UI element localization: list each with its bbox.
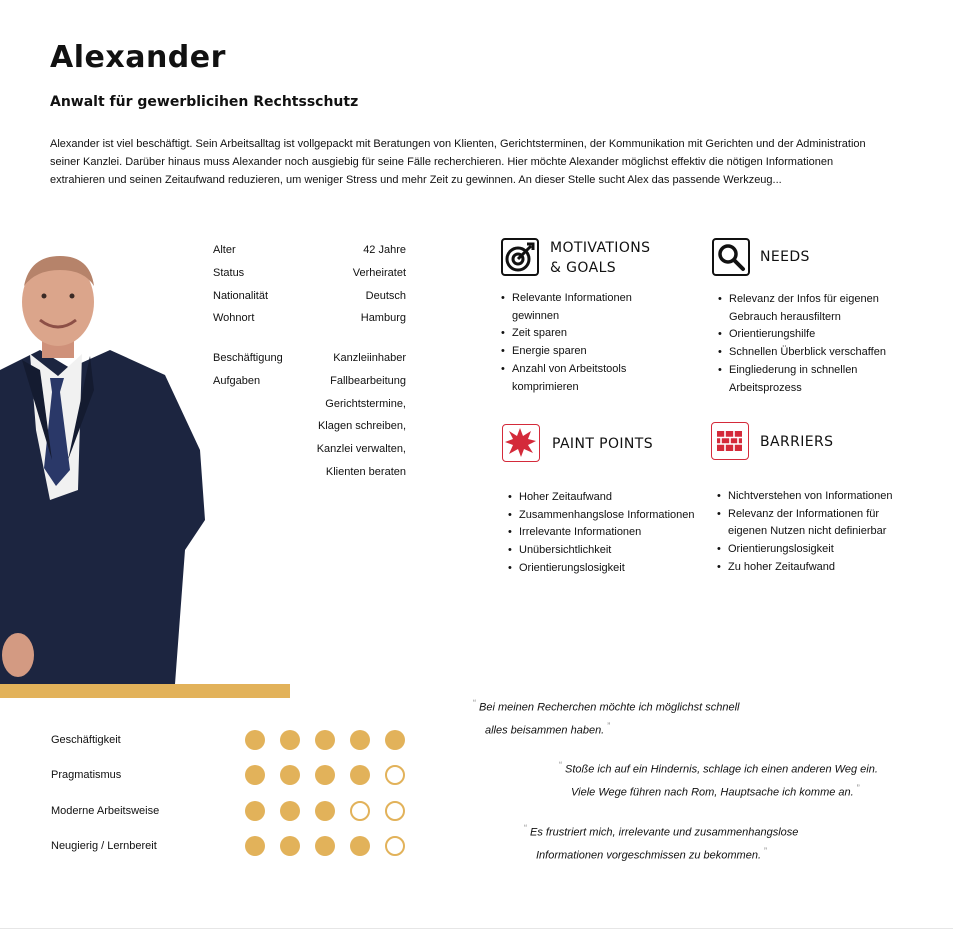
rating-dot-filled xyxy=(315,836,335,856)
list-item: komprimieren xyxy=(512,380,579,393)
trait-label: Pragmatismus xyxy=(51,769,122,781)
list-item: • Orientierungshilfe xyxy=(718,326,928,344)
close-quote-icon: ” xyxy=(607,720,611,731)
rating-dot-filled xyxy=(315,730,335,750)
info-value: Klagen schreiben, xyxy=(317,420,406,432)
rating-dot-filled xyxy=(245,765,265,785)
info-value: Klienten beraten xyxy=(325,466,406,478)
rating-dot-empty xyxy=(385,765,405,785)
rating-dot-filled xyxy=(350,765,370,785)
brick-wall-icon xyxy=(711,422,749,460)
rating-dot-filled xyxy=(280,836,300,856)
open-quote-icon: “ xyxy=(559,760,562,770)
trait-rating xyxy=(245,801,405,821)
info-value: Gerichtstermine, xyxy=(325,398,406,410)
rating-dot-empty xyxy=(385,801,405,821)
persona-name: Alexander xyxy=(50,40,226,75)
info-label: Nationalität xyxy=(213,290,269,302)
list-item: Arbeitsprozess xyxy=(729,381,802,394)
rating-dot-filled xyxy=(385,730,405,750)
rating-dot-filled xyxy=(245,836,265,856)
persona-subtitle: Anwalt für gewerblicihen Rechtsschutz xyxy=(50,94,359,110)
trait-label: Neugierig / Lernbereit xyxy=(51,840,157,852)
trait-label: Geschäftigkeit xyxy=(51,734,121,746)
info-label: Beschäftigung xyxy=(213,352,283,364)
close-quote-icon: ” xyxy=(856,782,860,793)
rating-dot-filled xyxy=(280,730,300,750)
barriers-list xyxy=(717,488,942,577)
list-item: • Unübersichtlichkeit xyxy=(508,542,718,560)
rating-dot-empty xyxy=(350,801,370,821)
burst-icon xyxy=(502,424,540,462)
info-value: Fallbearbeitung xyxy=(330,375,406,387)
list-item: • Hoher Zeitaufwand xyxy=(508,489,718,507)
list-item: • Nichtverstehen von Informationen xyxy=(717,488,942,506)
info-value: Deutsch xyxy=(365,290,406,302)
divider xyxy=(0,928,953,929)
quote: “ Es frustriert mich, irrelevante und zusammenhangslose Informationen vorgeschmissen zu bekommen. ” xyxy=(524,823,799,862)
list-item: • Relevanz der Infos für eigenen xyxy=(718,291,928,309)
open-quote-icon: “ xyxy=(473,698,476,708)
rating-dot-filled xyxy=(245,801,265,821)
quote: “ Bei meinen Recherchen möchte ich möglichst schnell alles beisammen haben. ” xyxy=(473,698,740,737)
list-item: • Orientierungslosigkeit xyxy=(508,560,718,578)
list-item: • Energie sparen xyxy=(501,343,686,361)
info-value: Verheiratet xyxy=(352,267,406,279)
rating-dot-empty xyxy=(385,836,405,856)
info-label: Aufgaben xyxy=(213,375,261,387)
info-label: Alter xyxy=(213,244,236,256)
target-arrow-icon xyxy=(501,238,539,276)
persona-intro: Alexander ist viel beschäftigt. Sein Arbeitsalltag ist vollgepackt mit Beratungen von Klienten, Gerichtsterminen, der Kommunikation mit Gerichten und der Administration seiner Kanzlei. Darüber hinaus muss Alexander noch ausgiebig für seine Fälle recherchieren. Hier möchte Alexander möglichst effektiv die nötigen Informationen extrahieren und seinen Zeitaufwand reduzieren, um weniger Stress und mehr Zeit zu gewinnen. An dieser Stelle sucht Alex das passende Werkzeug... xyxy=(50,138,866,186)
list-item: • Zeit sparen xyxy=(501,325,686,343)
list-item: • Zusammenhangslose Informationen xyxy=(508,507,718,525)
motivations-list xyxy=(501,290,686,396)
info-value: 42 Jahre xyxy=(363,244,406,256)
pain-points-title: PAINT POINTS xyxy=(552,436,654,452)
motivations-title: MOTIVATIONS & GOALS xyxy=(550,240,651,276)
magnifier-icon xyxy=(712,238,750,276)
rating-dot-filled xyxy=(350,730,370,750)
rating-dot-filled xyxy=(280,765,300,785)
quote: “ Stoße ich auf ein Hindernis, schlage ich einen anderen Weg ein. Viele Wege führen nach Rom, Hauptsache ich komme an. ” xyxy=(559,760,878,799)
close-quote-icon: ” xyxy=(764,845,767,856)
persona-photo xyxy=(0,250,210,684)
trait-rating xyxy=(245,730,405,750)
trait-rating xyxy=(245,765,405,785)
info-label: Status xyxy=(213,267,245,279)
list-item: • Anzahl von Arbeitstools xyxy=(501,361,686,379)
rating-dot-filled xyxy=(315,765,335,785)
list-item: Gebrauch herausfiltern xyxy=(729,310,841,323)
list-item: • Zu hoher Zeitaufwand xyxy=(717,559,942,577)
needs-title: NEEDS xyxy=(760,249,810,265)
barriers-title: BARRIERS xyxy=(760,434,834,450)
accent-bar xyxy=(0,684,290,698)
list-item: • Schnellen Überblick verschaffen xyxy=(718,344,928,362)
rating-dot-filled xyxy=(315,801,335,821)
list-item: eigenen Nutzen nicht definierbar xyxy=(728,525,887,538)
needs-list xyxy=(718,291,928,397)
list-item: • Orientierungslosigkeit xyxy=(717,541,942,559)
list-item: • Relevanz der Informationen für xyxy=(717,506,942,524)
rating-dot-filled xyxy=(350,836,370,856)
open-quote-icon: “ xyxy=(524,823,527,833)
info-value: Hamburg xyxy=(360,312,406,324)
list-item: • Eingliederung in schnellen xyxy=(718,362,928,380)
rating-dot-filled xyxy=(280,801,300,821)
info-label: Wohnort xyxy=(213,312,255,324)
list-item: gewinnen xyxy=(512,309,560,322)
list-item: • Relevante Informationen xyxy=(501,290,686,308)
trait-rating xyxy=(245,836,405,856)
list-item: • Irrelevante Informationen xyxy=(508,524,718,542)
info-value: Kanzleiinhaber xyxy=(333,352,406,364)
trait-label: Moderne Arbeitsweise xyxy=(51,805,160,817)
rating-dot-filled xyxy=(245,730,265,750)
pain-points-list xyxy=(508,489,718,578)
info-value: Kanzlei verwalten, xyxy=(316,443,406,455)
